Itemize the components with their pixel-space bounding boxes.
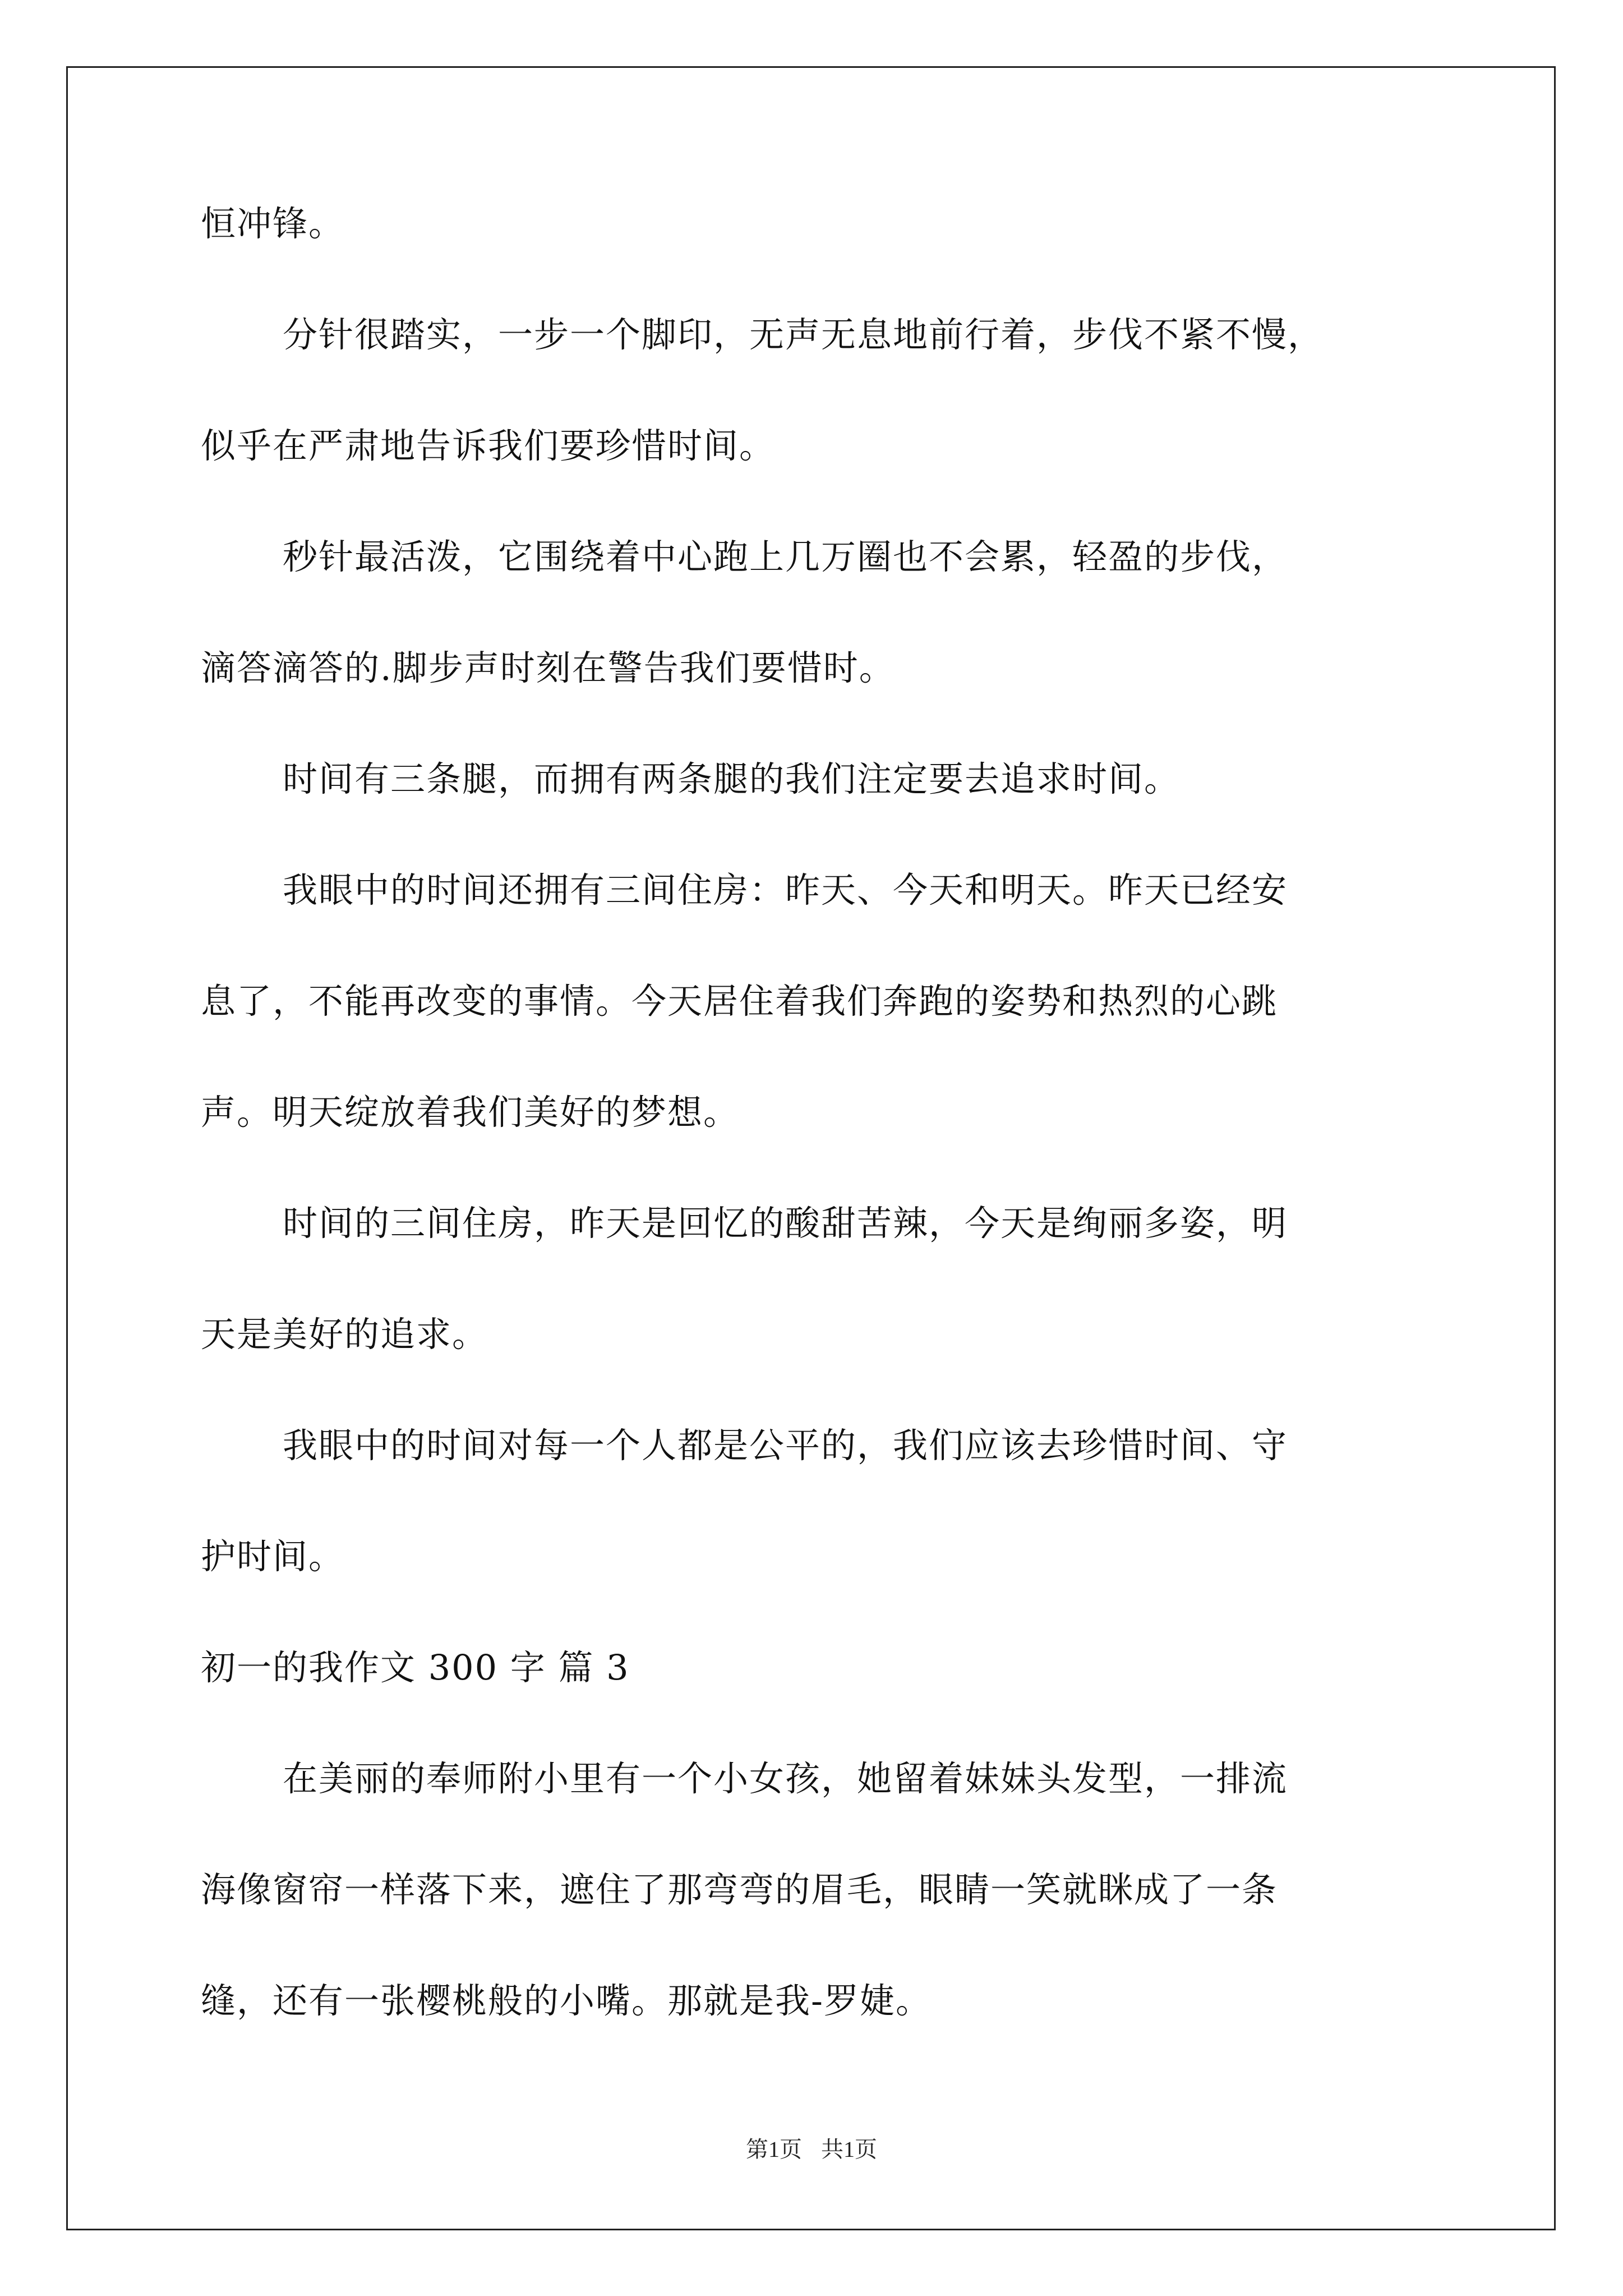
text-line: 似乎在严肃地告诉我们要珍惜时间。 — [201, 425, 776, 466]
text-line: 天是美好的追求。 — [201, 1314, 488, 1355]
section-heading: 初一的我作文 300 字 篇 3 — [201, 1647, 630, 1688]
page-number-total: 共1页 — [821, 2137, 877, 2162]
text-line: 缝，还有一张樱桃般的小嘴。那就是我-罗婕。 — [201, 1980, 932, 2021]
text-line: 护时间。 — [201, 1536, 345, 1577]
text-line: 海像窗帘一样落下来，遮住了那弯弯的眉毛，眼睛一笑就眯成了一条 — [201, 1869, 1278, 1910]
text-line: 恒冲锋。 — [201, 203, 345, 244]
text-line: 滴答滴答的.脚步声时刻在警告我们要惜时。 — [201, 647, 895, 688]
paragraph-first-line: 我眼中的时间对每一个人都是公平的，我们应该去珍惜时间、守 — [283, 1425, 1288, 1466]
paragraph-first-line: 秒针最活泼，它围绕着中心跑上几万圈也不会累，轻盈的步伐， — [283, 536, 1288, 577]
text-line: 息了，不能再改变的事情。今天居住着我们奔跑的姿势和热烈的心跳 — [201, 981, 1278, 1022]
text-line: 声。明天绽放着我们美好的梦想。 — [201, 1092, 740, 1133]
paragraph-first-line: 时间的三间住房，昨天是回忆的酸甜苦辣，今天是绚丽多姿，明 — [283, 1203, 1288, 1244]
page-footer — [0, 2132, 1623, 2164]
paragraph-first-line: 时间有三条腿，而拥有两条腿的我们注定要去追求时间。 — [283, 758, 1181, 799]
document-body — [201, 168, 1430, 2056]
paragraph-first-line: 在美丽的奉师附小里有一个小女孩，她留着妹妹头发型，一排流 — [283, 1758, 1288, 1799]
paragraph-first-line: 我眼中的时间还拥有三间住房：昨天、今天和明天。昨天已经安 — [283, 869, 1288, 910]
page-number-current: 第1页 — [746, 2137, 802, 2162]
paragraph-first-line: 分针很踏实，一步一个脚印，无声无息地前行着，步伐不紧不慢， — [283, 314, 1324, 355]
